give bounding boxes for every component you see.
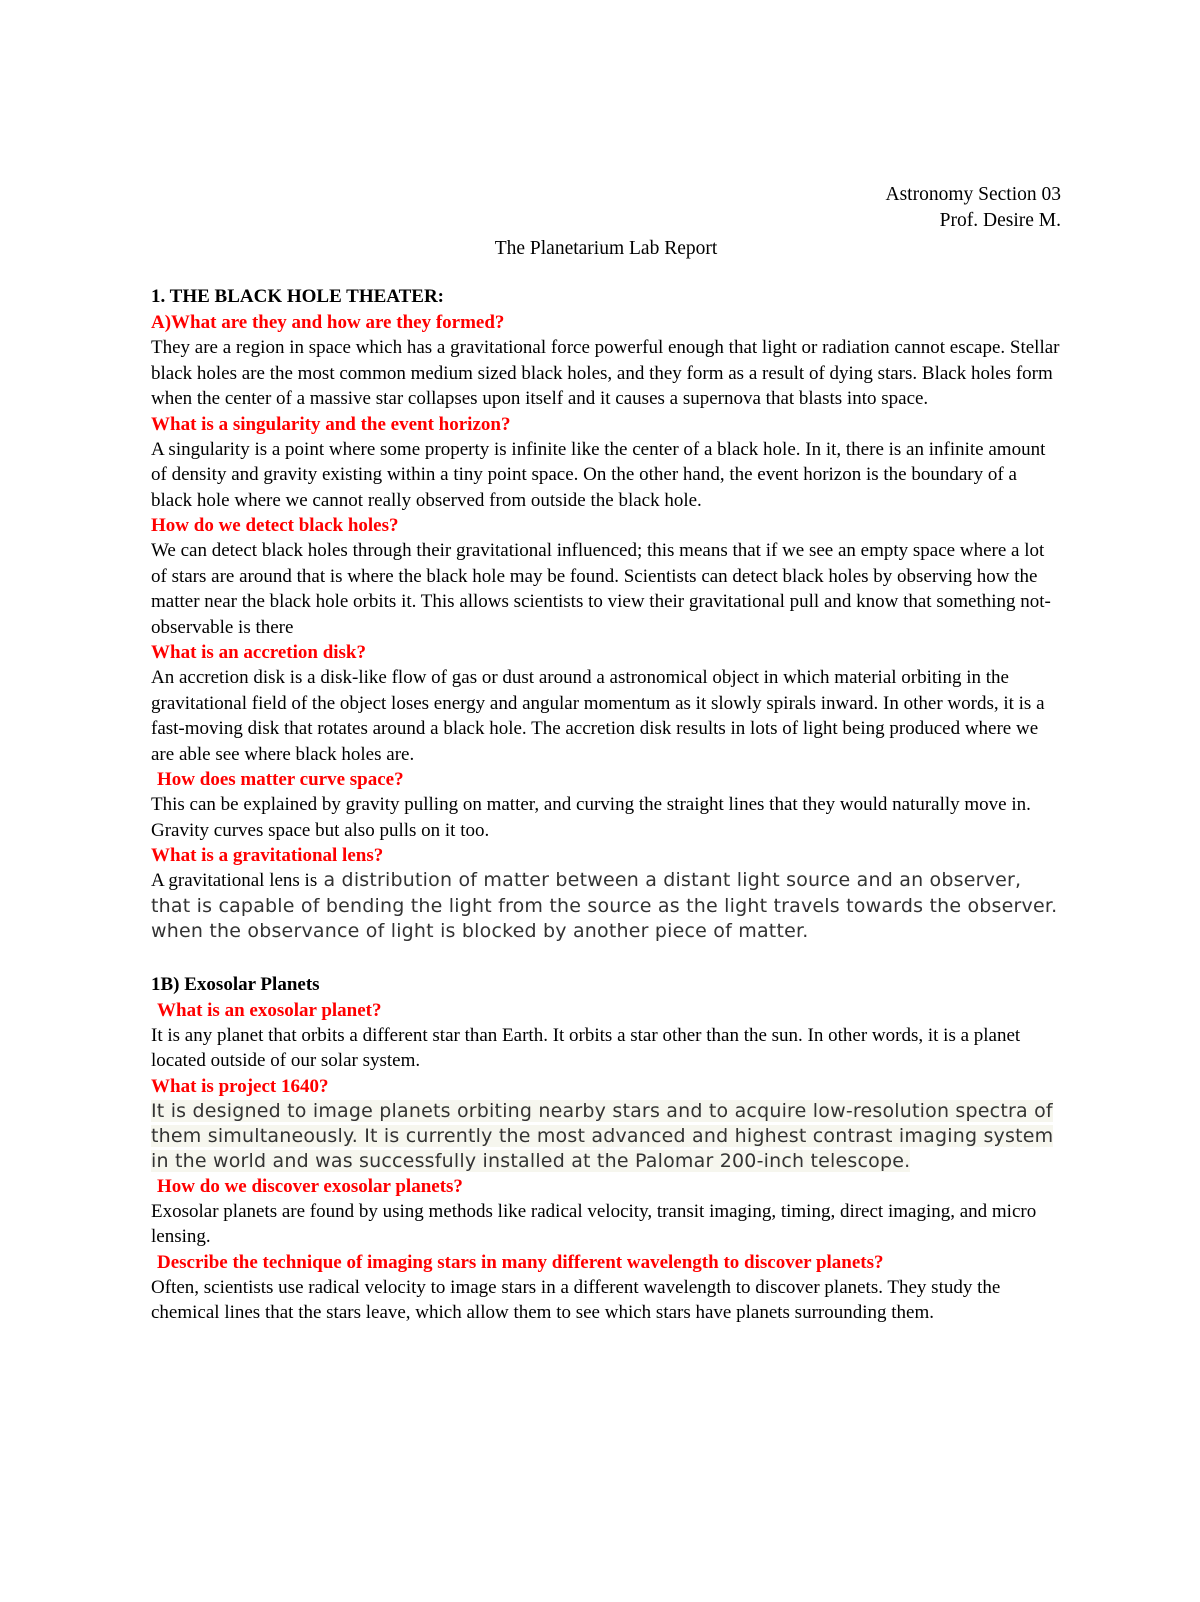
question-exosolar-planet: What is an exosolar planet? [157, 999, 382, 1021]
report-title: The Planetarium Lab Report [494, 238, 718, 259]
question-accretion-disk: What is an accretion disk? [151, 642, 367, 663]
question-formation: A)What are they and how are they formed? [151, 312, 505, 333]
course-label: Astronomy Section 03 [885, 184, 1061, 205]
answer-accretion-disk: An accretion disk is a disk-like flow of gas or dust around a astronomical object in which material orbiting in the gravitational field of the object loses energy and angular momentum as it slowly spirals inward. In other words, it is a fast-moving disk that rotates around a black hole. The accretion disk results in lots of light being produced where we are able see where black holes are. [151, 667, 1045, 765]
question-singularity: What is a singularity and the event horizon? [151, 413, 511, 435]
answer-exosolar-planet: It is any planet that orbits a different star than Earth. It orbits a star other than the sun. In other words, it is a planet located outside of our solar system. [151, 1024, 1021, 1071]
document-content [151, 182, 1061, 1326]
answer-gravitational-lens [151, 868, 1061, 944]
answer-project-1640: It is designed to image planets orbiting nearby stars and to acquire low-resolution spectra of them simultaneously. It is currently the most advanced and highest contrast imaging system in the world and was successfully installed at the Palomar 200-inch telescope. [151, 1099, 1054, 1172]
question-gravitational-lens: What is a gravitational lens? [151, 845, 384, 866]
question-imaging-technique: Describe the technique of imaging stars in many different wavelength to discover planets? [157, 1251, 884, 1273]
answer-singularity: A singularity is a point where some property is infinite like the center of a black hole. In it, there is an infinite amount of density and gravity existing within a tiny point space. On the other hand, the event horizon is the boundary of a black hole where we cannot really observed from outside the black hole. [151, 438, 1046, 511]
answer-discover-exosolar: Exosolar planets are found by using methods like radical velocity, transit imaging, timing, direct imaging, and micro lensing. [151, 1200, 1037, 1247]
answer-gravitational-lens-lead: A gravitational lens is [151, 870, 318, 891]
answer-formation: They are a region in space which has a gravitational force powerful enough that light or radiation cannot escape. Stellar black holes are the most common medium sized black holes, and they form as a result of dying stars. Black holes form when the center of a massive star collapses upon itself and it causes a supernova that blasts into space. [151, 337, 1060, 409]
section-heading-exosolar: 1B) Exosolar Planets [151, 973, 320, 995]
answer-project-1640-block [151, 1099, 1061, 1174]
answer-gravitational-lens-rest: a distribution of matter between a distant light source and an observer, that is capable of bending the light from the source as the light travels towards the observer. when the observance of light is blocked by another piece of matter. [151, 869, 1058, 942]
question-curve-space: How does matter curve space? [157, 769, 404, 790]
professor-label: Prof. Desire M. [939, 210, 1061, 231]
section-heading-black-hole: 1. THE BLACK HOLE THEATER: [151, 286, 444, 307]
answer-imaging-technique: Often, scientists use radical velocity to image stars in a different wavelength to discover planets. They study the chemical lines that the stars leave, which allow them to see which stars have planets surrounding them. [151, 1276, 1001, 1323]
question-project-1640: What is project 1640? [151, 1075, 329, 1097]
answer-curve-space: This can be explained by gravity pulling on matter, and curving the straight lines that they would naturally move in. Gravity curves space but also pulls on it too. [151, 794, 1031, 841]
question-discover-exosolar: How do we discover exosolar planets? [157, 1175, 463, 1197]
answer-detect: We can detect black holes through their gravitational influenced; this means that if we see an empty space where a lot of stars are around that is where the black hole may be found. Scientists can detect black holes by observing how the matter near the black hole orbits it. This allows scientists to view their gravitational pull and know that something not-observable is there [151, 540, 1051, 638]
question-detect: How do we detect black holes? [151, 515, 399, 536]
